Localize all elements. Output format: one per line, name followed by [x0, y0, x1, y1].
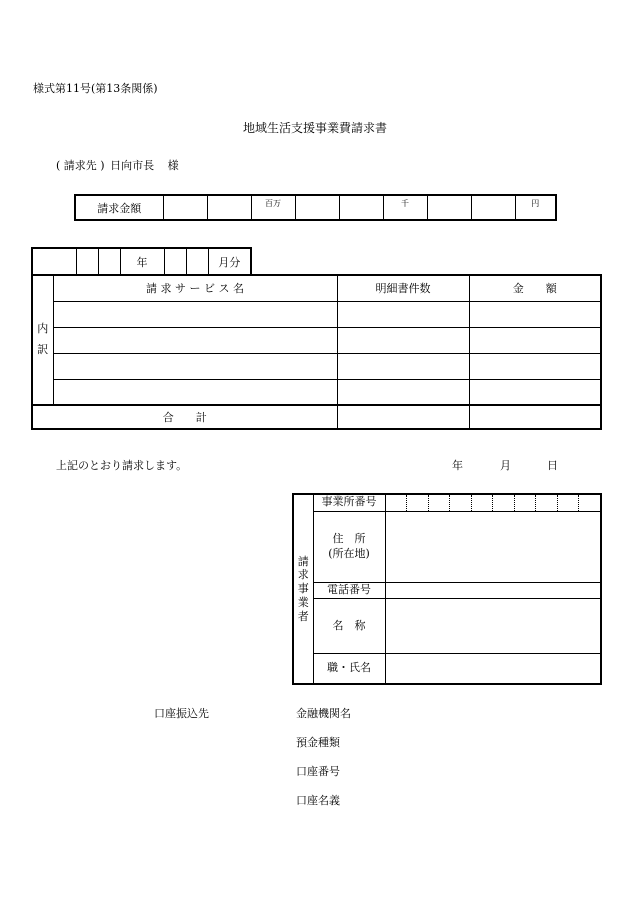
form-number: 様式第11号(第13条関係) [33, 82, 158, 95]
count-cell[interactable] [337, 301, 469, 327]
statement: 上記のとおり請求します。 [56, 459, 188, 472]
col-amount-header: 金 額 [469, 275, 601, 301]
phone-input[interactable] [385, 583, 601, 599]
amount-digit-cell[interactable] [295, 195, 339, 220]
detail-table [31, 274, 602, 430]
amount-cell[interactable] [469, 327, 601, 353]
business-side-label [293, 494, 313, 684]
business-side-char: 者 [297, 609, 309, 623]
business-table [292, 493, 602, 685]
address-input[interactable] [385, 511, 601, 582]
amount-label: 請求金額 [97, 201, 142, 215]
bank-institution-label: 金融機関名 [296, 707, 351, 720]
amount-digit-cell[interactable] [207, 195, 251, 220]
period-year-label: 年 [120, 248, 164, 274]
detail-side-label-2: 訳 [37, 343, 49, 356]
office-number-digits [386, 495, 601, 511]
total-amount-cell[interactable] [469, 405, 601, 429]
amount-cell[interactable] [469, 301, 601, 327]
amount-digit-cell[interactable] [251, 195, 295, 220]
position-name-label: 職・氏名 [313, 654, 385, 684]
col-service-header: 請 求 サ ー ビ ス 名 [53, 275, 337, 301]
page-title: 地域生活支援事業費請求書 [242, 121, 387, 135]
addressee-name: 日向市長 [110, 159, 155, 172]
account-number-label: 口座番号 [296, 765, 340, 778]
unit-yen: 円 [531, 199, 540, 208]
business-side-char: 請 [297, 554, 309, 568]
period-cell[interactable] [76, 248, 98, 274]
amount-cell[interactable] [469, 379, 601, 405]
table-row [32, 301, 601, 327]
service-cell[interactable] [53, 301, 337, 327]
total-label: 合 計 [32, 405, 337, 429]
date-day-label: 日 [547, 459, 558, 472]
address-label-1: 住 所 [332, 531, 366, 545]
amount-digit-cell[interactable] [339, 195, 383, 220]
count-cell[interactable] [337, 353, 469, 379]
business-name-label: 名 称 [313, 598, 385, 653]
table-row [32, 379, 601, 405]
amount-digit-cell[interactable] [383, 195, 427, 220]
addressee-label: 請求先 [63, 159, 97, 172]
phone-label: 電話番号 [313, 583, 385, 599]
period-cell[interactable] [32, 248, 76, 274]
addressee-line [56, 160, 179, 171]
business-side-char: 求 [297, 568, 309, 582]
office-number-label: 事業所番号 [313, 494, 385, 511]
addressee-open-paren: ( [56, 159, 61, 172]
table-row [32, 353, 601, 379]
unit-million: 百万 [265, 199, 281, 208]
office-number-input[interactable] [385, 494, 601, 511]
business-side-char: 事 [297, 582, 309, 596]
amount-digit-cell[interactable] [471, 195, 515, 220]
service-cell[interactable] [53, 327, 337, 353]
detail-side-label-1: 内 [37, 322, 49, 336]
total-count-cell[interactable] [337, 405, 469, 429]
period-month-label: 月分 [208, 248, 251, 274]
amount-digit-cell[interactable] [163, 195, 207, 220]
address-label-2: (所在地) [328, 546, 370, 560]
period-cell[interactable] [164, 248, 186, 274]
amount-cell[interactable] [469, 353, 601, 379]
unit-thousand: 千 [401, 199, 409, 208]
amount-table [74, 194, 557, 221]
table-row [32, 327, 601, 353]
amount-digit-cell[interactable] [515, 195, 556, 220]
business-name-input[interactable] [385, 598, 601, 653]
business-side-char: 業 [297, 595, 309, 609]
account-name-label: 口座名義 [296, 794, 340, 807]
service-cell[interactable] [53, 379, 337, 405]
amount-digit-cell[interactable] [427, 195, 471, 220]
detail-side-label [32, 275, 53, 405]
count-cell[interactable] [337, 379, 469, 405]
period-cell[interactable] [186, 248, 208, 274]
bank-label: 口座振込先 [154, 707, 209, 720]
addressee-honorific: 様 [167, 159, 179, 172]
addressee-close-paren: ) [100, 159, 105, 172]
col-count-header: 明細書件数 [337, 275, 469, 301]
period-table [31, 247, 252, 274]
position-name-input[interactable] [385, 654, 601, 684]
service-cell[interactable] [53, 353, 337, 379]
period-cell[interactable] [98, 248, 120, 274]
address-label [313, 511, 385, 582]
deposit-type-label: 預金種類 [296, 736, 340, 749]
date-month-label: 月 [500, 459, 511, 472]
date-year-label: 年 [452, 459, 463, 472]
count-cell[interactable] [337, 327, 469, 353]
